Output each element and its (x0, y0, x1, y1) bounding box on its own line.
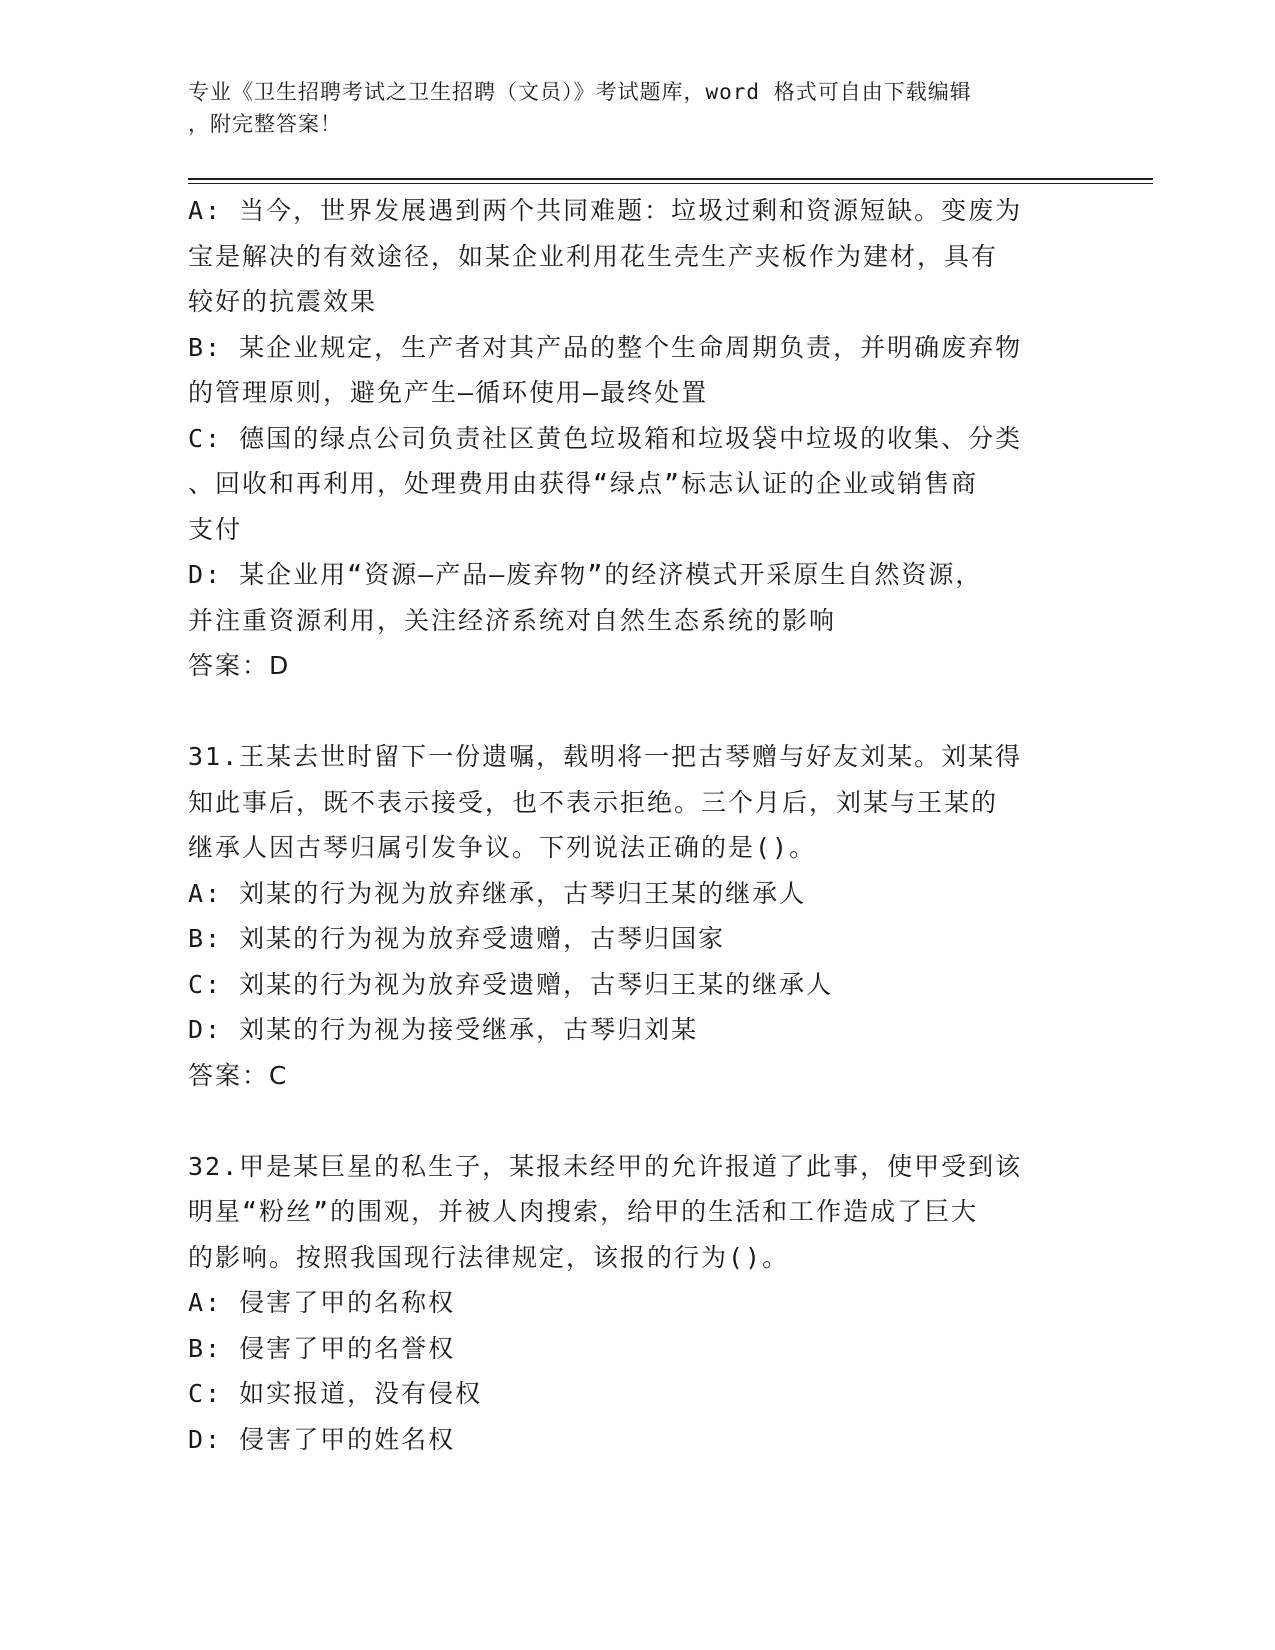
text-line: 宝是解决的有效途径，如某企业利用花生壳生产夹板作为建材，具有 (188, 241, 999, 271)
text-line: D: 某企业用“资源—产品—废弃物”的经济模式开采原生自然资源， (188, 560, 983, 589)
text-line: 并注重资源利用，关注经济系统对自然生态系统的影响 (188, 605, 837, 635)
text-line: A: 当今，世界发展遇到两个共同难题：垃圾过剩和资源短缺。变废为 (188, 196, 1023, 225)
q30-option-a (188, 188, 1068, 325)
text-line: 较好的抗震效果 (188, 287, 378, 316)
text-line: B: 某企业规定，生产者对其产品的整个生命周期负责，并明确废弃物 (188, 332, 1023, 362)
spacer (188, 1098, 1068, 1144)
q32-option-a: A: 侵害了甲的名称权 (188, 1288, 456, 1317)
header-line-2: ，附完整答案！ (188, 112, 342, 136)
q30-option-d (188, 552, 1068, 643)
header-line-1: 专业《卫生招聘考试之卫生招聘（文员）》考试题库，word 格式可自由下载编辑 (188, 80, 972, 104)
q30-option-b (188, 325, 1068, 416)
q31-option-b: B: 刘某的行为视为放弃受遗赠，古琴归国家 (188, 924, 726, 953)
text-line: 知此事后，既不表示接受，也不表示拒绝。三个月后，刘某与王某的 (188, 787, 999, 817)
q31-option-c: C: 刘某的行为视为放弃受遗赠，古琴归王某的继承人 (188, 969, 834, 999)
text-line: C: 德国的绿点公司负责社区黄色垃圾箱和垃圾袋中垃圾的收集、分类 (188, 423, 1023, 453)
q31-question (188, 734, 1068, 871)
q30-option-c (188, 416, 1068, 553)
page-header (188, 76, 1088, 140)
text-line: 、回收和再利用，处理费用由获得“绿点”标志认证的企业或销售商 (188, 469, 979, 498)
q32-question (188, 1144, 1068, 1281)
text-line: 继承人因古琴归属引发争议。下列说法正确的是()。 (188, 833, 817, 862)
q31-answer: 答案：C (188, 1060, 289, 1090)
spacer (188, 689, 1068, 735)
header-divider-thick (188, 178, 1153, 180)
q32-option-c: C: 如实报道，没有侵权 (188, 1379, 483, 1408)
q31-option-a: A: 刘某的行为视为放弃继承，古琴归王某的继承人 (188, 878, 807, 908)
q32-option-d: D: 侵害了甲的姓名权 (188, 1424, 456, 1454)
q30-answer: 答案：D (188, 651, 291, 680)
text-line: 的管理原则，避免产生—循环使用—最终处置 (188, 378, 709, 407)
text-line: 的影响。按照我国现行法律规定，该报的行为()。 (188, 1242, 790, 1272)
q31-option-d: D: 刘某的行为视为接受继承，古琴归刘某 (188, 1015, 699, 1044)
header-divider-thin (188, 183, 1153, 184)
text-line: 32.甲是某巨星的私生子，某报未经甲的允许报道了此事，使甲受到该 (188, 1151, 1023, 1181)
q32-option-b: B: 侵害了甲的名誉权 (188, 1333, 456, 1363)
question-content (188, 188, 1068, 1462)
text-line: 明星“粉丝”的围观，并被人肉搜索，给甲的生活和工作造成了巨大 (188, 1197, 979, 1226)
text-line: 支付 (188, 514, 243, 544)
text-line: 31.王某去世时留下一份遗嘱，载明将一把古琴赠与好友刘某。刘某得 (188, 742, 1023, 771)
